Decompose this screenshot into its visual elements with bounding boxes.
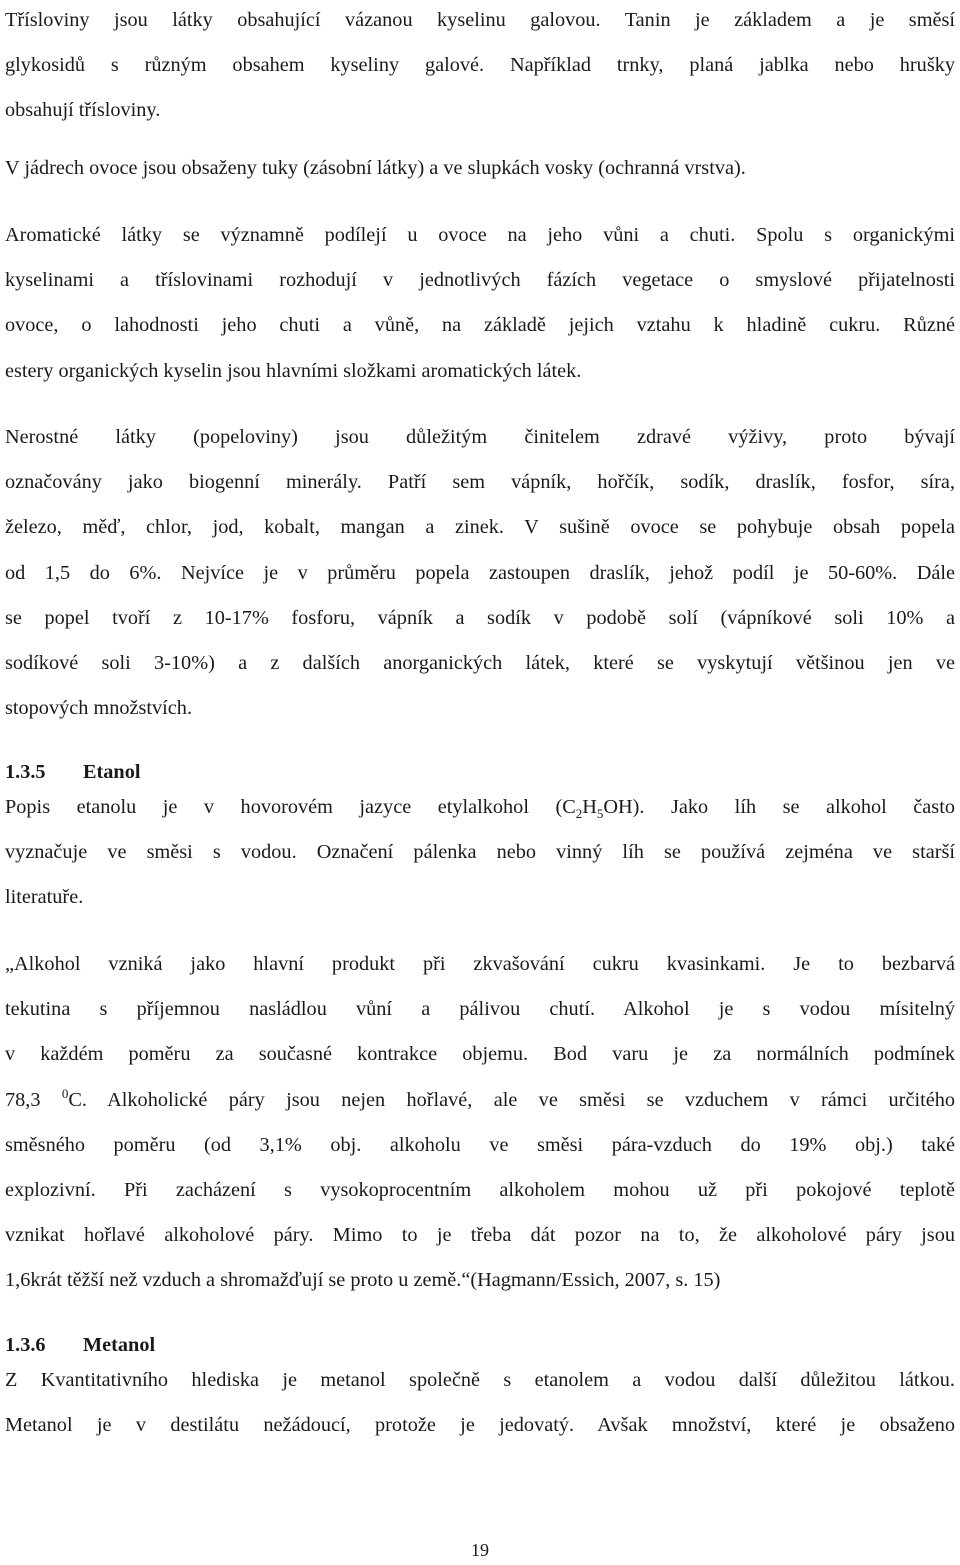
section-number: 1.3.5 xyxy=(5,761,46,783)
section-title: Etanol xyxy=(83,761,141,783)
text-line: označovány jako biogenní minerály. Patří sem vápník, hořčík, sodík, draslík, fosfor, síra, xyxy=(5,471,955,494)
text-line: obsahují třísloviny. xyxy=(5,99,161,122)
degree-superscript: 0 xyxy=(61,1085,69,1101)
text-line: vyznačuje ve směsi s vodou. Označení pálenka nebo vinný líh se používá zejména ve starší xyxy=(5,841,955,864)
formula-text-before: Popis etanolu je v hovorovém jazyce etylalkohol (C xyxy=(5,796,576,818)
text-line: sodíkové soli 3-10%) a z dalších anorganických látek, které se vyskytují většinou jen ve xyxy=(5,651,955,674)
text-line-formula xyxy=(5,785,955,830)
text-line-temperature xyxy=(5,1078,955,1123)
text-line: v každém poměru za současné kontrakce objemu. Bod varu je za normálních podmínek xyxy=(5,1043,955,1066)
section-number: 1.3.6 xyxy=(5,1334,46,1356)
paragraph-aromaticke-latky xyxy=(5,213,955,394)
formula-subscript: 5 xyxy=(596,806,604,822)
section-heading-etanol xyxy=(5,761,140,784)
paragraph-citace-alkohol xyxy=(5,942,955,1304)
page-number: 19 xyxy=(471,1540,489,1560)
section-heading-metanol xyxy=(5,1334,155,1357)
text-line: Nerostné látky (popeloviny) jsou důležitým činitelem zdravé výživy, proto bývají xyxy=(5,426,955,448)
paragraph-nerostne-latky xyxy=(5,415,955,731)
temperature-value: 78,3 xyxy=(5,1088,62,1111)
text-line: Z Kvantitativního hlediska je metanol společně s etanolem a vodou další důležitou látkou. xyxy=(5,1369,955,1391)
text-line: se popel tvoří z 10-17% fosforu, vápník a sodík v podobě solí (vápníkové soli 10% a xyxy=(5,606,955,629)
text-line: kyselinami a tříslovinami rozhodují v jednotlivých fázích vegetace o smyslové přijatelnosti xyxy=(5,269,955,292)
temperature-rest: C. Alkoholické páry jsou nejen hořlavé, ale ve směsi se vzduchem v rámci určitého xyxy=(68,1088,955,1111)
text-line: tekutina s příjemnou nasládlou vůní a pálivou chutí. Alkohol je s vodou mísitelný xyxy=(5,998,955,1021)
paragraph-etanol-popis xyxy=(5,785,955,921)
text-line: stopových množstvích. xyxy=(5,697,193,720)
text-line: železo, měď, chlor, jod, kobalt, mangan a zinek. V sušině ovoce se pohybuje obsah popela xyxy=(5,516,955,539)
text-line: „Alkohol vzniká jako hlavní produkt při zkvašování cukru kvasinkami. Je to bezbarvá xyxy=(5,953,955,975)
section-title: Metanol xyxy=(83,1334,156,1356)
text-line: ovoce, o lahodnosti jeho chuti a vůně, na základě jejich vztahu k hladině cukru. Různé xyxy=(5,314,955,337)
text-line: literatuře. xyxy=(5,886,84,909)
text-line: estery organických kyselin jsou hlavními složkami aromatických látek. xyxy=(5,359,582,382)
text-line: vznikat hořlavé alkoholové páry. Mimo to je třeba dát pozor na to, že alkoholové páry jsou xyxy=(5,1224,955,1247)
formula-text-after: OH). Jako líh se alkohol často xyxy=(603,796,955,818)
paragraph-metanol xyxy=(5,1358,955,1448)
formula-text-mid: H xyxy=(582,796,597,818)
text-line: V jádrech ovoce jsou obsaženy tuky (zásobní látky) a ve slupkách vosky (ochranná vrstva). xyxy=(5,157,746,179)
text-line: od 1,5 do 6%. Nejvíce je v průměru popela zastoupen draslík, jehož podíl je 50-60%. Dále xyxy=(5,561,955,584)
text-line: Metanol je v destilátu nežádoucí, protože je jedovatý. Avšak množství, které je obsaženo xyxy=(5,1414,955,1437)
text-line: Třísloviny jsou látky obsahující vázanou kyselinu galovou. Tanin je základem a je směsí xyxy=(5,9,955,31)
text-line: směsného poměru (od 3,1% obj. alkoholu ve směsi pára-vzduch do 19% obj.) také xyxy=(5,1133,955,1156)
paragraph-tanniny xyxy=(5,0,955,134)
text-line: 1,6krát těžší než vzduch a shromažďují se proto u země.“(Hagmann/Essich, 2007, s. 15) xyxy=(5,1269,721,1292)
text-line: explozivní. Při zacházení s vysokoprocentním alkoholem mohou už při pokojové teplotě xyxy=(5,1178,955,1201)
formula-subscript: 2 xyxy=(575,806,583,822)
paragraph-tuky xyxy=(5,146,955,191)
text-line: glykosidů s různým obsahem kyseliny galové. Například trnky, planá jablka nebo hrušky xyxy=(5,54,955,77)
text-line: Aromatické látky se významně podílejí u ovoce na jeho vůni a chuti. Spolu s organickými xyxy=(5,224,955,246)
